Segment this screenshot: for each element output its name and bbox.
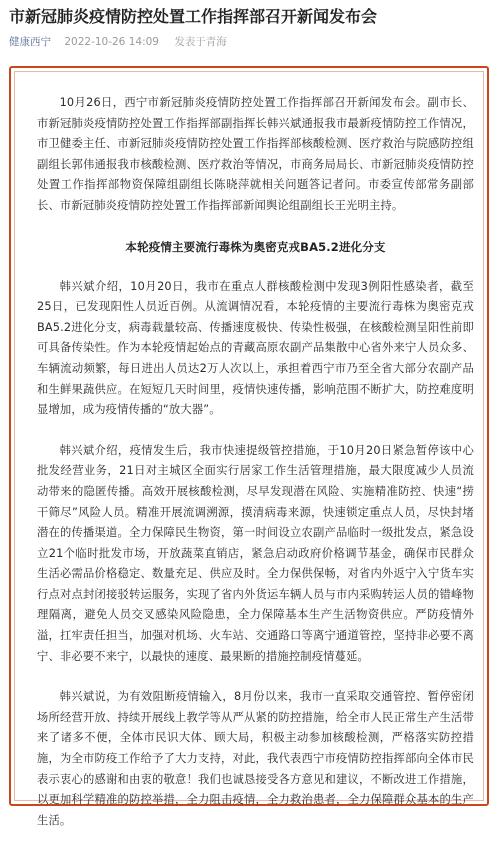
article-header (0, 0, 500, 49)
publish-date: 2022-10-26 14:09 (64, 36, 159, 48)
paragraph-thanks: 韩兴斌说，为有效阻断疫情输入，8月份以来，我市一直采取交通管控、暂停密闭场所经营开放、持续开展线上教学等从严从紧的防控措施，给全市人民正常生产生活带来了诸多不便，全体市民识大体、顾大局，积极主动参加核酸检测，严格落实防控措施，为全市防疫工作给予了大力支持，对此，我代表西宁市疫情防控指挥部向全体市民表示衷心的感谢和由衷的敬意！我们也诚恳接受各方意见和建议，不断改进工作措施，以更加科学精准的防控举措，全力阻击疫情，全力救治患者，全力保障群众基本的生产生活。 (37, 690, 474, 827)
account-name-link[interactable]: 健康西宁 (9, 36, 51, 48)
article-meta (9, 35, 491, 49)
article-title: 市新冠肺炎疫情防控处置工作指挥部召开新闻发布会 (9, 7, 378, 26)
article-frame (9, 66, 489, 827)
paragraph-intro: 10月26日，西宁市新冠肺炎疫情防控处置工作指挥部召开新闻发布会。副市长、市新冠肺炎疫情防控处置工作指挥部副指挥长韩兴斌通报我市最新疫情防控工作情况，市卫健委主任、市新冠肺炎疫情防控处置工作指挥部核酸检测、医疗救治与院感防控组副组长郭伟通报我市核酸检测、医疗救治等情况，市商务局局长、市新冠肺炎疫情防控处置工作指挥部物资保障组副组长陈晓萍就相关问题答记者问。市委宣传部常务副部长、市新冠肺炎疫情防控处置工作指挥部新闻舆论组副组长王光明主持。 (37, 96, 474, 212)
paragraph-outbreak: 韩兴斌介绍，10月20日，我市在重点人群核酸检测中发现3例阳性感染者，截至25日，已发现阳性人员近百例。从流调情况看，本轮疫情的主要流行毒株为奥密克戎BA5.2进化分支，病毒载量较高、传播速度极快、传染性极强，在核酸检测呈阳性前即可具备传染性。作为本轮疫情起始点的青藏高原农副产品集散中心省外来宁人员众多、车辆流动频繁，每日进出人员达2万人次以上，承担着西宁市乃至全省大部分农副产品和生鲜果蔬供应。在短短几天时间里，疫情快速传播，影响范围不断扩大，防控难度明显增加，成为疫情传播的“放大器”。 (37, 279, 474, 417)
article-body (37, 93, 474, 851)
paragraph-measures: 韩兴斌介绍，疫情发生后，我市快速提级管控措施，于10月20日紧急暂停该中心批发经营业务，21日对主城区全面实行居家工作生活管理措施，最大限度减少人员流动带来的隐匿传播。高效开展核酸检测，尽早发现潜在风险、实施精准防控、快速“捞干筛尽”风险人员。精准开展流调溯源，摸清病毒来源，快速锁定重点人员，尽快封堵潜在的传播渠道。全力保障民生物资，第一时间设立农副产品临时一级批发点，紧急设立21个临时批发市场，开放蔬菜直销店，紧急启动政府价格调节基金，确保市民群众生活必需品价格稳定、数量充足、供应及时。全力保供保畅，对省内外返宁入宁货车实行点对点封闭接驳转运服务，实现了省内外货运车辆人员与市内采购转运人员的错峰物理隔离，避免人员交叉感染风险隐患，全力保障基本生产生活物资供应。严防疫情外溢，扛牢责任担当，加强对机场、火车站、交通路口等离宁通道管控，坚持非必要不离宁、非必要不来宁，以最快的速度、最果断的措施控制疫情蔓延。 (37, 443, 474, 663)
publish-location: 发表于青海 (174, 36, 227, 48)
section-subheading: 本轮疫情主要流行毒株为奥密克戎BA5.2进化分支 (125, 239, 386, 254)
